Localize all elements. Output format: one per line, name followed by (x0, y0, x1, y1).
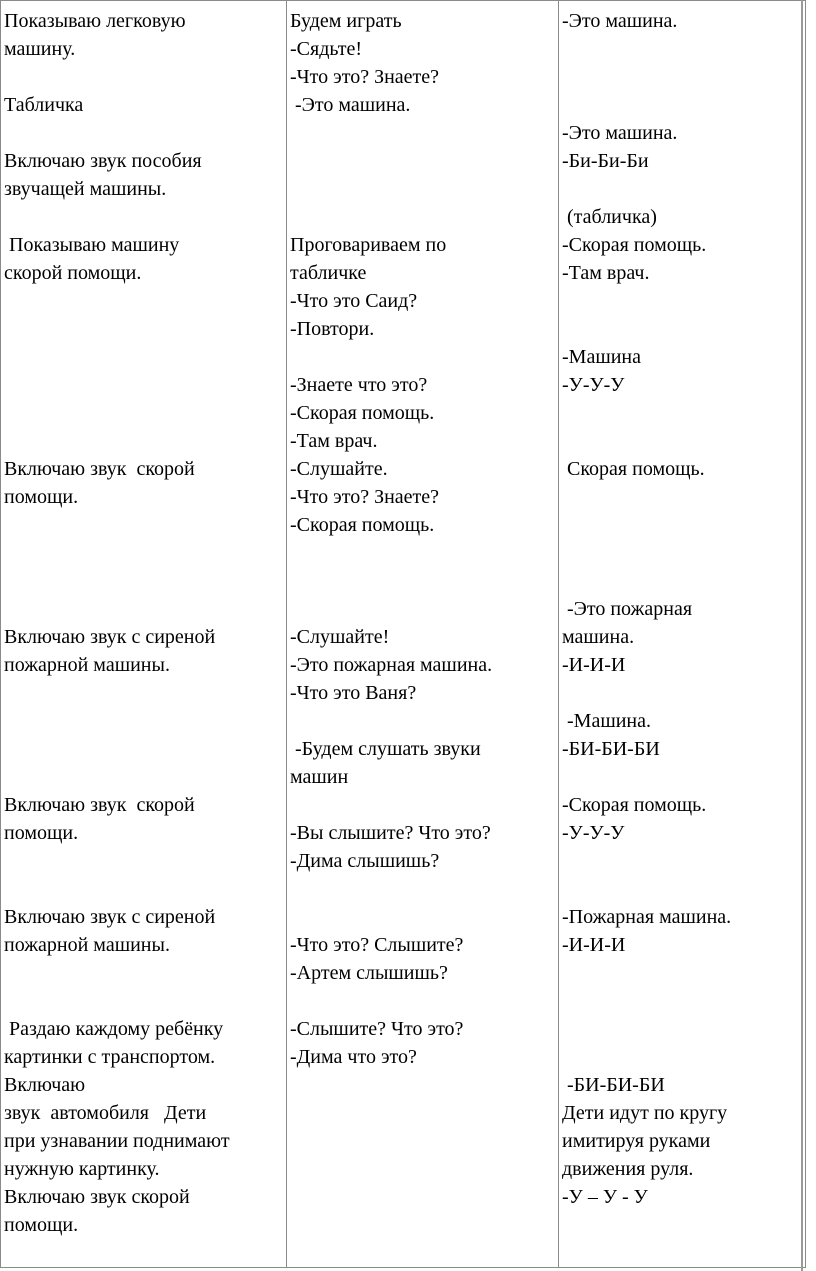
text-line: -Би-Би-Би (562, 150, 649, 172)
text-line: -БИ-БИ-БИ (562, 738, 660, 760)
text-line: картинки с транспортом. (4, 1046, 216, 1068)
text-line (4, 959, 283, 987)
text-line (562, 287, 802, 315)
text-line (562, 315, 802, 343)
text-line: помощи. (4, 1214, 79, 1236)
text-line (290, 175, 555, 203)
text-line (290, 987, 555, 1015)
text-line: -Артем слышишь? (290, 962, 448, 984)
text-line (4, 735, 283, 763)
text-line (562, 35, 802, 63)
text-line (562, 959, 802, 987)
text-line (290, 903, 555, 931)
text-line: Раздаю каждому ребёнку (4, 1018, 224, 1040)
text-line (4, 427, 283, 455)
text-line: Дети идут по кругу (562, 1102, 728, 1124)
text-line: -У-У-У (562, 822, 625, 844)
text-line: -Что это? Знаете? (290, 66, 440, 88)
text-line: нужную картинку. (4, 1158, 160, 1180)
text-line (4, 203, 283, 231)
text-line: -Машина. (562, 710, 652, 732)
table-row (1, 1, 806, 1268)
text-line (290, 595, 555, 623)
text-line: Включаю звук скорой (4, 794, 195, 816)
text-line: Скорая помощь. (562, 458, 705, 480)
text-line: помощи. (4, 486, 79, 508)
text-line: при узнавании поднимают (4, 1130, 230, 1152)
text-line: -Пожарная машина. (562, 906, 732, 928)
text-line: -Сядьте! (290, 38, 363, 60)
text-line (4, 343, 283, 371)
text-line: -Слушайте! (290, 626, 390, 648)
text-line: Включаю звук скорой (4, 1186, 190, 1208)
text-line: звук автомобиля Дети (4, 1102, 207, 1124)
text-line: -Там врач. (562, 262, 650, 284)
teacher-actions-column (1, 1, 287, 1268)
text-line (4, 539, 283, 567)
text-line (290, 147, 555, 175)
text-line (290, 119, 555, 147)
text-line: -БИ-БИ-БИ (562, 1074, 665, 1096)
text-line (562, 567, 802, 595)
text-line: имитируя руками (562, 1130, 711, 1152)
text-line (562, 427, 802, 455)
text-line: -Вы слышите? Что это? (290, 822, 491, 844)
text-line: звучащей машины. (4, 178, 167, 200)
text-line (4, 679, 283, 707)
text-line: -Скорая помощь. (562, 234, 707, 256)
text-line: -Что это? Знаете? (290, 486, 440, 508)
text-line (4, 875, 283, 903)
text-line: -Что это? Слышите? (290, 934, 464, 956)
text-line: скорой помощи. (4, 262, 142, 284)
text-line (562, 539, 802, 567)
text-line: Включаю звук с сиреной (4, 626, 216, 648)
text-line: табличке (290, 262, 367, 284)
text-line (562, 511, 802, 539)
text-line (562, 175, 802, 203)
text-line (4, 595, 283, 623)
text-line: -И-И-И (562, 654, 626, 676)
text-line (562, 1043, 802, 1071)
text-line: -Скорая помощь. (562, 794, 707, 816)
text-line: -Это машина. (562, 122, 678, 144)
text-line: Включаю (4, 1074, 86, 1096)
text-line (4, 399, 283, 427)
text-line (562, 1015, 802, 1043)
text-line: машину. (4, 38, 76, 60)
text-line: -Что это Саид? (290, 290, 418, 312)
text-line (562, 987, 802, 1015)
text-line: -Это машина. (290, 94, 411, 116)
text-line: -Там врач. (290, 430, 378, 452)
text-line (4, 511, 283, 539)
text-line: машин (290, 766, 349, 788)
text-line (562, 483, 802, 511)
text-line (562, 399, 802, 427)
text-line (562, 91, 802, 119)
text-line: Показываю легковую (4, 10, 186, 32)
text-line (290, 707, 555, 735)
text-line: машина. (562, 626, 635, 648)
text-line: -У-У-У (562, 374, 625, 396)
text-line: Включаю звук скорой (4, 458, 195, 480)
text-line (4, 763, 283, 791)
text-line: пожарной машины. (4, 654, 170, 676)
text-line (4, 315, 283, 343)
text-line: -Будем слушать звуки (290, 738, 481, 760)
children-responses-column (559, 1, 806, 1268)
text-line: -Это пожарная (562, 598, 693, 620)
text-line (290, 791, 555, 819)
text-line (290, 567, 555, 595)
text-line: -Дима что это? (290, 1046, 417, 1068)
text-line: -Что это Ваня? (290, 682, 417, 704)
text-line: -Это машина. (562, 10, 678, 32)
text-line: -Скорая помощь. (290, 402, 435, 424)
text-line (290, 875, 555, 903)
text-line (4, 63, 283, 91)
text-line (4, 119, 283, 147)
text-line: -Слышите? Что это? (290, 1018, 464, 1040)
text-line: -Знаете что это? (290, 374, 428, 396)
text-line: -Дима слышишь? (290, 850, 440, 872)
text-line: -Повтори. (290, 318, 375, 340)
text-line (562, 679, 802, 707)
text-line (4, 707, 283, 735)
text-line: -Скорая помощь. (290, 514, 435, 536)
text-line: (табличка) (562, 206, 657, 228)
text-line: Проговариваем по (290, 234, 447, 256)
text-line (4, 567, 283, 595)
text-line (4, 371, 283, 399)
text-line (562, 63, 802, 91)
text-line (290, 203, 555, 231)
text-line: Включаю звук с сиреной (4, 906, 216, 928)
text-line: Показываю машину (4, 234, 180, 256)
text-line: -Слушайте. (290, 458, 388, 480)
page-edge-line (801, 0, 803, 1271)
text-line (562, 763, 802, 791)
text-line (4, 987, 283, 1015)
text-line: -У – У - У (562, 1186, 648, 1208)
text-line: -Это пожарная машина. (290, 654, 493, 676)
text-line (290, 343, 555, 371)
text-line: Включаю звук пособия (4, 150, 202, 172)
text-line: пожарной машины. (4, 934, 170, 956)
text-line: -И-И-И (562, 934, 626, 956)
text-line (290, 539, 555, 567)
right-margin-rail (799, 0, 807, 1271)
text-line: движения руля. (562, 1158, 694, 1180)
teacher-speech-column (287, 1, 559, 1268)
text-line (562, 875, 802, 903)
text-line: помощи. (4, 822, 79, 844)
text-line (562, 847, 802, 875)
text-line: Будем играть (290, 10, 402, 32)
text-line (4, 287, 283, 315)
text-line (4, 847, 283, 875)
text-line: -Машина (562, 346, 642, 368)
text-line: Табличка (4, 94, 84, 116)
